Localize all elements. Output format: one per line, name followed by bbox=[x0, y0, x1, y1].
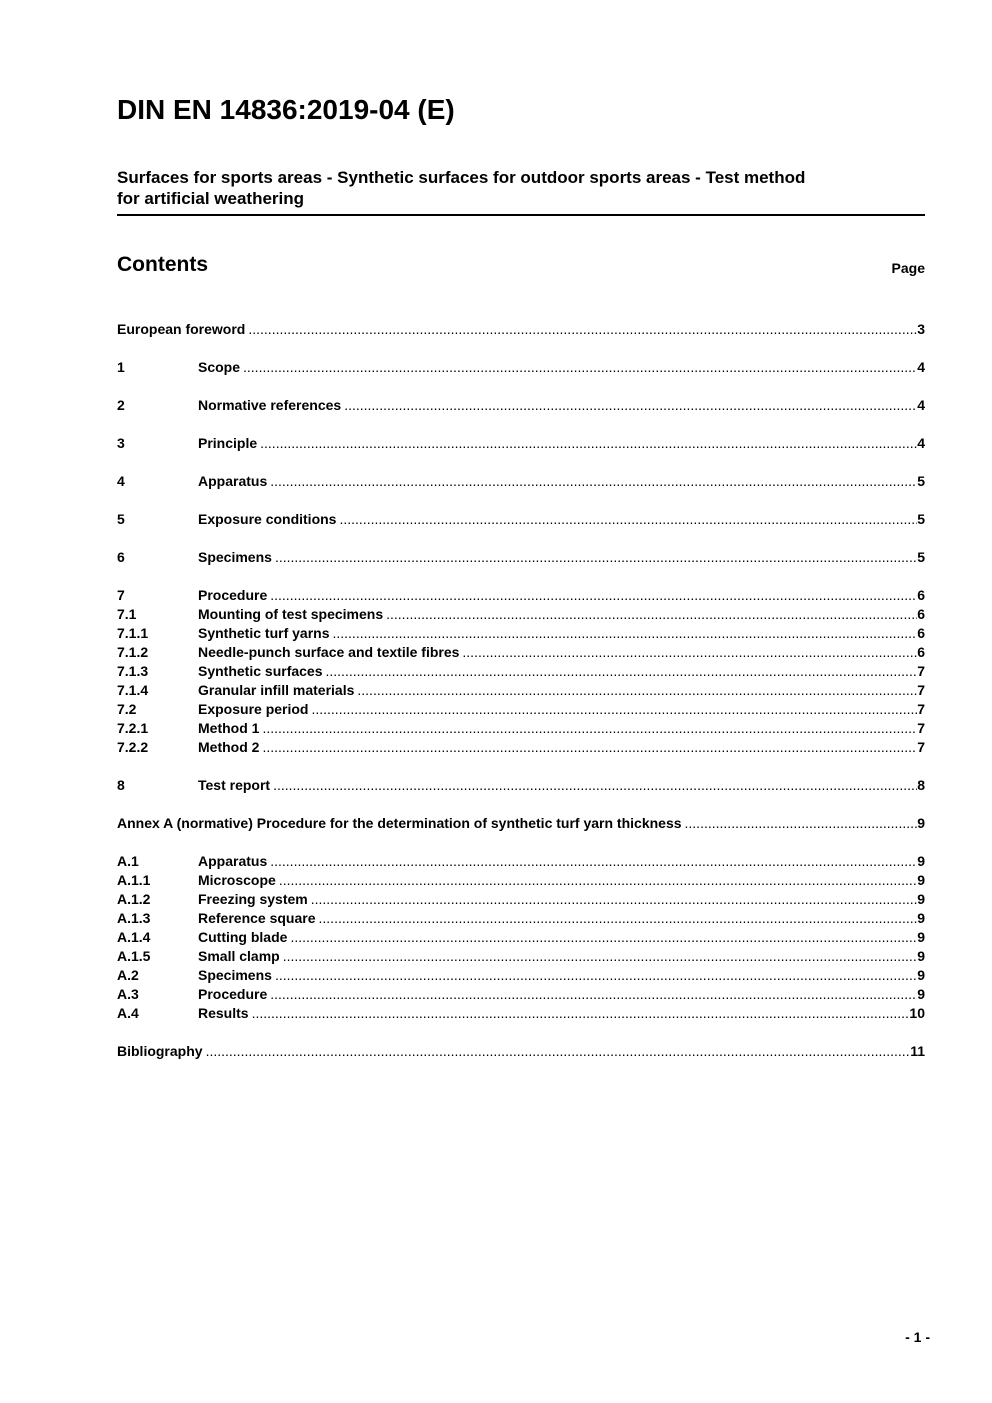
toc-entry-label: Procedure bbox=[198, 986, 268, 1002]
toc-entry bbox=[117, 947, 925, 966]
toc-entry-page: 6 bbox=[917, 587, 925, 603]
toc-entry-label: Freezing system bbox=[198, 891, 308, 907]
toc-entry-page: 9 bbox=[917, 929, 925, 945]
toc-leader-dots bbox=[462, 643, 917, 662]
toc-entry-number: 1 bbox=[117, 359, 125, 375]
toc-entry-number: A.1 bbox=[117, 853, 139, 869]
toc-leader-dots bbox=[290, 928, 917, 947]
toc-entry-label: Synthetic turf yarns bbox=[198, 625, 330, 641]
toc-entry-number: A.2 bbox=[117, 967, 139, 983]
toc-leader-dots bbox=[357, 681, 917, 700]
toc-entry-label: Results bbox=[198, 1005, 249, 1021]
toc-entry-number: 5 bbox=[117, 511, 125, 527]
toc-entry-page: 6 bbox=[917, 625, 925, 641]
toc-leader-dots bbox=[319, 909, 918, 928]
toc-entry bbox=[117, 776, 925, 795]
toc-entry-number: 2 bbox=[117, 397, 125, 413]
page-column-label: Page bbox=[891, 260, 925, 276]
contents-header bbox=[117, 252, 925, 278]
document-title-block bbox=[117, 167, 925, 216]
toc-entry bbox=[117, 852, 925, 871]
toc-entry-page: 9 bbox=[917, 910, 925, 926]
toc-entry bbox=[117, 510, 925, 529]
toc-entry bbox=[117, 966, 925, 985]
toc-entry-number: 7 bbox=[117, 587, 125, 603]
toc-entry-page: 9 bbox=[917, 986, 925, 1002]
toc-leader-dots bbox=[260, 434, 917, 453]
toc-entry-number: A.4 bbox=[117, 1005, 139, 1021]
toc-entry-number: 8 bbox=[117, 777, 125, 793]
toc-leader-dots bbox=[275, 548, 917, 567]
toc-entry bbox=[117, 434, 925, 453]
toc-entry-number: 7.2 bbox=[117, 701, 137, 717]
toc-entry-label: Synthetic surfaces bbox=[198, 663, 323, 679]
toc-entry-label: Apparatus bbox=[198, 473, 268, 489]
toc-entry-label: Bibliography bbox=[117, 1043, 203, 1059]
toc-entry bbox=[117, 1042, 925, 1061]
toc-entry-number: A.1.1 bbox=[117, 872, 151, 888]
toc-entry bbox=[117, 719, 925, 738]
toc-entry-number: 7.1.3 bbox=[117, 663, 149, 679]
toc-entry-page: 6 bbox=[917, 644, 925, 660]
toc-entry bbox=[117, 472, 925, 491]
toc-entry bbox=[117, 396, 925, 415]
toc-entry-page: 9 bbox=[917, 815, 925, 831]
toc-leader-dots bbox=[344, 396, 917, 415]
toc-entry-label: Test report bbox=[198, 777, 271, 793]
toc-entry bbox=[117, 890, 925, 909]
toc-entry bbox=[117, 662, 925, 681]
toc-entry bbox=[117, 814, 925, 833]
toc-leader-dots bbox=[273, 776, 917, 795]
toc-entry-label: Specimens bbox=[198, 967, 272, 983]
toc-leader-dots bbox=[206, 1042, 911, 1061]
toc-entry-number: A.1.3 bbox=[117, 910, 151, 926]
toc-leader-dots bbox=[270, 586, 917, 605]
toc-entry-page: 7 bbox=[917, 739, 925, 755]
toc-entry-number: 7.1.2 bbox=[117, 644, 149, 660]
toc-entry-page: 5 bbox=[917, 511, 925, 527]
toc-entry-label: Reference square bbox=[198, 910, 316, 926]
toc-entry bbox=[117, 605, 925, 624]
toc-entry-number: 7.1.1 bbox=[117, 625, 149, 641]
toc-entry-number: 7.2.1 bbox=[117, 720, 149, 736]
toc-entry-page: 9 bbox=[917, 967, 925, 983]
toc-entry bbox=[117, 320, 925, 339]
toc-entry-number: A.1.4 bbox=[117, 929, 151, 945]
toc-entry-number: 7.2.2 bbox=[117, 739, 149, 755]
toc-entry-page: 7 bbox=[917, 720, 925, 736]
toc-entry-label: Principle bbox=[198, 435, 258, 451]
toc-entry-label: Procedure bbox=[198, 587, 268, 603]
toc-leader-dots bbox=[311, 890, 917, 909]
toc-entry-label: Needle-punch surface and textile fibres bbox=[198, 644, 460, 660]
toc-entry bbox=[117, 928, 925, 947]
toc-leader-dots bbox=[279, 871, 917, 890]
toc-entry-page: 4 bbox=[917, 435, 925, 451]
toc-entry-number: 4 bbox=[117, 473, 125, 489]
toc-entry-label: Scope bbox=[198, 359, 241, 375]
toc-entry-label: Small clamp bbox=[198, 948, 280, 964]
toc-leader-dots bbox=[270, 472, 917, 491]
toc-entry-number: 3 bbox=[117, 435, 125, 451]
toc-leader-dots bbox=[326, 662, 918, 681]
toc-entry-page: 5 bbox=[917, 549, 925, 565]
toc-leader-dots bbox=[275, 966, 917, 985]
standard-number-heading: DIN EN 14836:2019-04 (E) bbox=[117, 94, 455, 125]
toc-entry bbox=[117, 548, 925, 567]
toc-entry-page: 6 bbox=[917, 606, 925, 622]
toc-entry bbox=[117, 700, 925, 719]
toc-entry bbox=[117, 643, 925, 662]
toc-entry bbox=[117, 681, 925, 700]
toc-entry-label: Exposure conditions bbox=[198, 511, 337, 527]
toc-entry-page: 5 bbox=[917, 473, 925, 489]
toc-leader-dots bbox=[248, 320, 917, 339]
toc-entry-page: 7 bbox=[917, 682, 925, 698]
toc-leader-dots bbox=[243, 358, 917, 377]
toc-leader-dots bbox=[283, 947, 918, 966]
toc-entry-number: 7.1.4 bbox=[117, 682, 149, 698]
toc-entry-label: Granular infill materials bbox=[198, 682, 355, 698]
toc-leader-dots bbox=[339, 510, 917, 529]
toc-entry-page: 3 bbox=[917, 321, 925, 337]
toc-leader-dots bbox=[262, 738, 917, 757]
toc-entry-page: 4 bbox=[917, 359, 925, 375]
toc-leader-dots bbox=[252, 1004, 910, 1023]
toc-leader-dots bbox=[685, 814, 918, 833]
toc-entry-number: 7.1 bbox=[117, 606, 137, 622]
toc-entry-label: Annex A (normative) Procedure for the determination of synthetic turf yarn thickness bbox=[117, 815, 682, 831]
toc-entry-label: Mounting of test specimens bbox=[198, 606, 384, 622]
toc-leader-dots bbox=[332, 624, 917, 643]
toc-entry bbox=[117, 358, 925, 377]
toc-entry bbox=[117, 871, 925, 890]
toc-entry-label: Method 2 bbox=[198, 739, 260, 755]
toc-entry bbox=[117, 909, 925, 928]
document-title-line-1: Surfaces for sports areas - Synthetic surfaces for outdoor sports areas - Test method bbox=[117, 168, 806, 187]
document-title-line-2: for artificial weathering bbox=[117, 189, 305, 208]
toc-leader-dots bbox=[270, 852, 917, 871]
toc-entry-page: 8 bbox=[917, 777, 925, 793]
toc-entry bbox=[117, 1004, 925, 1023]
toc-entry bbox=[117, 586, 925, 605]
toc-entry-label: Cutting blade bbox=[198, 929, 288, 945]
toc-entry-number: 6 bbox=[117, 549, 125, 565]
toc-entry-label: Apparatus bbox=[198, 853, 268, 869]
toc-entry-page: 10 bbox=[909, 1005, 925, 1021]
table-of-contents bbox=[117, 320, 925, 1061]
toc-entry-page: 4 bbox=[917, 397, 925, 413]
toc-leader-dots bbox=[262, 719, 917, 738]
toc-entry bbox=[117, 738, 925, 757]
toc-entry-page: 9 bbox=[917, 948, 925, 964]
contents-heading: Contents bbox=[117, 253, 208, 276]
toc-entry-label: European foreword bbox=[117, 321, 246, 337]
toc-leader-dots bbox=[270, 985, 917, 1004]
toc-entry-number: A.3 bbox=[117, 986, 139, 1002]
toc-entry-page: 7 bbox=[917, 701, 925, 717]
toc-entry-page: 9 bbox=[917, 853, 925, 869]
toc-entry-label: Specimens bbox=[198, 549, 272, 565]
toc-entry-label: Method 1 bbox=[198, 720, 260, 736]
toc-entry bbox=[117, 985, 925, 1004]
toc-entry-page: 7 bbox=[917, 663, 925, 679]
toc-entry-page: 9 bbox=[917, 891, 925, 907]
toc-entry-number: A.1.5 bbox=[117, 948, 151, 964]
toc-entry-number: A.1.2 bbox=[117, 891, 151, 907]
toc-entry-label: Microscope bbox=[198, 872, 276, 888]
footer-page-number: - 1 - bbox=[905, 1329, 930, 1345]
toc-leader-dots bbox=[386, 605, 917, 624]
toc-leader-dots bbox=[311, 700, 917, 719]
toc-entry-label: Exposure period bbox=[198, 701, 309, 717]
toc-entry-page: 9 bbox=[917, 872, 925, 888]
toc-entry bbox=[117, 624, 925, 643]
toc-entry-label: Normative references bbox=[198, 397, 342, 413]
toc-entry-page: 11 bbox=[910, 1043, 925, 1059]
